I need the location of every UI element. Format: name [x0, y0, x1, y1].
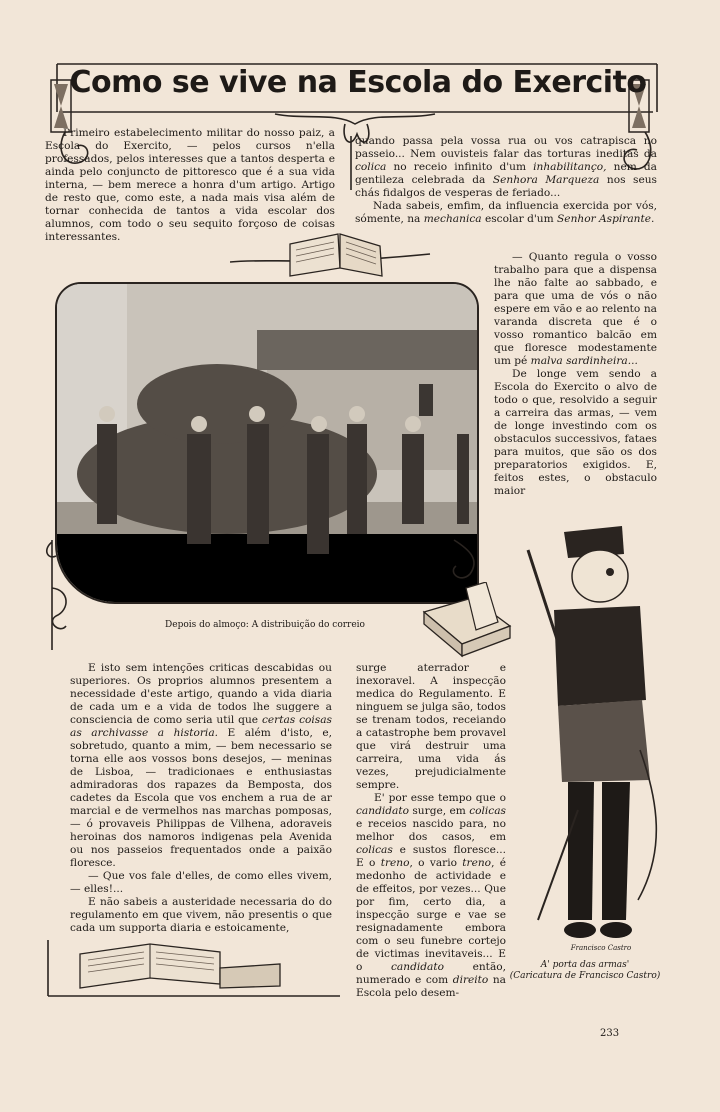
lower-left-paragraph-2: — Que vos fale d'elles, de como elles vivem, — elles!... [70, 870, 332, 895]
right-paragraph-4: De longe vem sendo a Escola do Exercito o alvo de todo o que, resolvido a seguir a carreira das armas, — vem de longe investindo com os obstaculos successivos, fataes para muitos, que são os dos preparatorios exigidos. E, feitos estes, o obstaculo maior [494, 368, 657, 497]
right-paragraph-3: — Quanto regula o vosso trabalho para que a dispensa lhe não falte ao sabbado, e para que uma de vós o não espere em vão e ao relento na varanda discreta que é o vosso romantico balcão em que floresce modestamente um pé malva sardinheira... [494, 251, 657, 367]
lower-middle-paragraph-1: surge aterrador e inexoravel. A inspecção medica do Regulamento. E ninguem se julga são, todos se trenam todos, receiando a catastrophe bem provavel que virá destruir uma carreira, uma vida ás vezes, prejudicialmente sempre. [356, 662, 506, 791]
lower-left-column [70, 662, 332, 935]
right-paragraph-1: quando passa pela vossa rua ou vos catrapisca no passeio... Nem ouvisteis falar das torturas ineditas da colica no receio infinito d'um inhabilitanço, nem da gentileza celebrada da Senhora Marqueza nos seus chás fidalgos de vesperas de feriado... [355, 135, 657, 199]
caricature-cadet-figure [518, 520, 668, 952]
page-number: 233 [600, 1028, 620, 1039]
photo-caption: Depois do almoço: A distribuição do correio [165, 620, 365, 630]
page-title: Como se vive na Escola do Exercito [69, 65, 647, 100]
caricature-signature: Francisco Castro [570, 944, 632, 952]
right-column-top [355, 135, 657, 226]
caricature-caption-line-1: A' porta das armas' [540, 960, 630, 970]
lower-left-paragraph-1: E isto sem intenções criticas descabidas ou superiores. Os proprios alumnos presentem a necessidade d'este artigo, quando a vida diaria de cada um e a vida de todos lhe suggere a consciencia de como seria util que certas coisas as archivasse a historia. E além d'isto, e, sobretudo, quanto a mim, — bem necessario se torna elle aos vossos bons desejos, — meninas de Lisboa, — tradicionaes e enthusiastas admiradoras dos rapazes da Bemposta, dos cadetes da Escola que vos enchem a rua de ar marcial e de vermelhos nas marchas pomposas, — ó provaveis Philippas de Vilhena, adoraveis heroinas dos namoros indigenas pela Avenida ou nos passeios frequentados onde a paixão floresce. [70, 662, 332, 869]
right-paragraph-2: Nada sabeis, emfim, da influencia exercida por vós, sómente, na mechanica escolar d'um Senhor Aspirante. [355, 200, 657, 225]
right-column-narrow [494, 251, 657, 498]
bottom-books-ornament [40, 930, 360, 1002]
caricature-caption-line-2: (Caricatura de Francisco Castro) [509, 971, 661, 981]
lower-left-paragraph-3: E não sabeis a austeridade necessaria do do regulamento em que vivem, não presentis o que cada um supporta diaria e estoicamente, [70, 896, 332, 934]
book-stack-ornament [418, 582, 518, 664]
open-book-ornament [230, 232, 440, 280]
intro-column [45, 127, 335, 244]
intro-paragraph: Primeiro estabelecimento militar do nosso paiz, a Escola do Exercito, — pelos cursos n'ella professados, pelos interesses que a tantos desperta e ainda pelo conjuncto de pittoresco que é a sua vida interna, — bem merece a honra d'um artigo. Artigo de resto que, como este, a nada mais visa além de tornar conhecida de tantos a vida escolar dos alumnos, com todo o seu sequito forçoso de coisas interessantes. [45, 127, 335, 243]
lower-middle-column [356, 662, 506, 1000]
lower-middle-paragraph-2: E' por esse tempo que o candidato surge, em colicas e receios nascido para, no melhor dos casos, em colicas e sustos floresce... E o treno, o vario treno, é medonho de actividade e de effeitos, por vezes... Que por fim, certo dia, a inspecção surge e vae se resignadamente embora com o seu funebre cortejo de victimas inevitaveis... E o candidato então, numerado e com direito na Escola pelo desem- [356, 792, 507, 999]
